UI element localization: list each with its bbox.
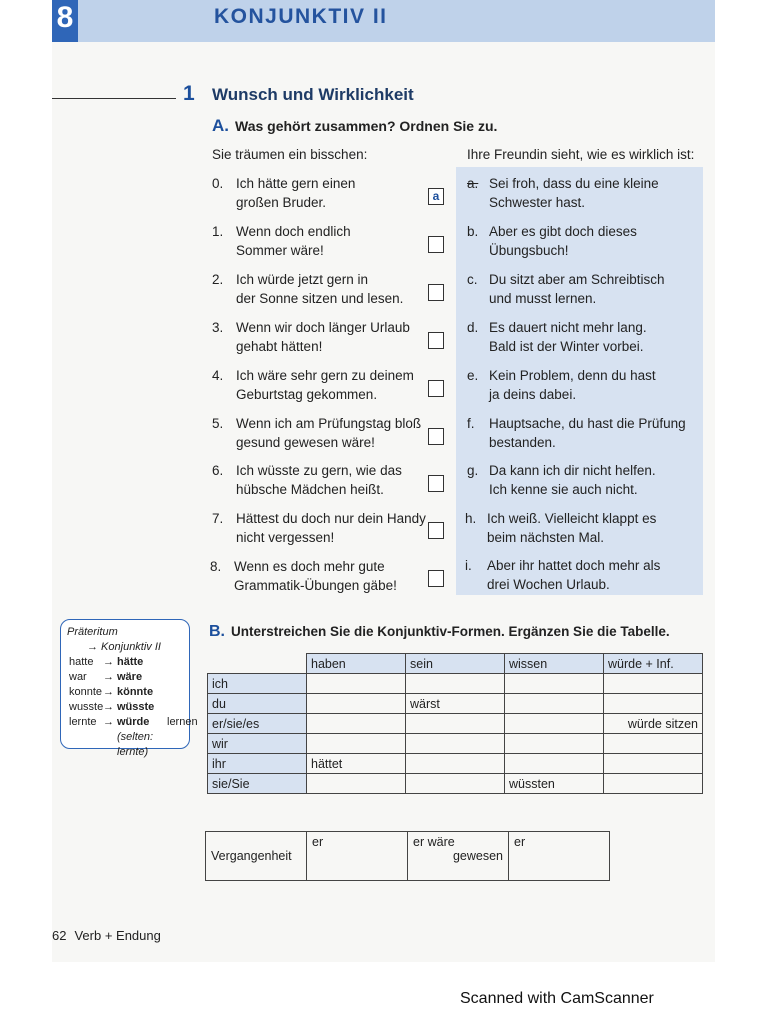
item-letter: i. [465, 558, 472, 573]
item-number: 7. [212, 511, 224, 526]
item-number: 8. [210, 559, 222, 574]
task-a-letter: A. [212, 116, 229, 135]
item-text: Ich wüsste zu gern, wie das hübsche Mädchen heißt. [236, 463, 402, 497]
fill-cell[interactable] [505, 734, 604, 754]
fill-cell[interactable]: wüssten [505, 774, 604, 794]
answer-box-7[interactable] [428, 522, 444, 539]
fill-cell[interactable] [406, 734, 505, 754]
fill-cell[interactable]: er [307, 832, 408, 881]
note-row: wusste → wüsste [69, 701, 155, 713]
fill-cell[interactable]: er [509, 832, 610, 881]
item-text: Da kann ich dir nicht helfen. Ich kenne sie auch nicht. [489, 463, 656, 497]
item-text: Aber ihr hattet doch mehr als drei Wochen Urlaub. [487, 558, 661, 592]
conjugation-table [207, 653, 703, 794]
item-number: 6. [212, 463, 224, 478]
table-row [208, 714, 703, 734]
pronoun-cell: ich [208, 674, 307, 694]
past-cell-line: er wäre [413, 835, 455, 849]
pronoun-cell: sie/Sie [208, 774, 307, 794]
answer-box-6[interactable] [428, 475, 444, 492]
fill-cell[interactable] [307, 774, 406, 794]
section-number: 1 [183, 82, 195, 105]
task-b-instruction: Unterstreichen Sie die Konjunktiv-Formen. Ergänzen Sie die Tabelle. [231, 624, 670, 639]
right-column-heading: Ihre Freundin sieht, wie es wirklich ist: [467, 147, 695, 162]
scanner-watermark: Scanned with CamScanner [460, 990, 654, 1007]
item-text: Wenn es doch mehr gute Grammatik-Übungen gäbe! [234, 559, 397, 593]
fill-cell[interactable] [505, 694, 604, 714]
item-text: Ich wäre sehr gern zu deinem Geburtstag gekommen. [236, 368, 414, 402]
item-number: 3. [212, 320, 224, 335]
item-letter: h. [465, 511, 477, 526]
fill-cell[interactable]: würde sitzen [604, 714, 703, 734]
left-column-heading: Sie träumen ein bisschen: [212, 147, 368, 162]
pronoun-cell: du [208, 694, 307, 714]
answer-box-0[interactable]: a [428, 188, 444, 205]
page-number: 62 [52, 928, 67, 943]
note-row: war → wäre [69, 671, 143, 683]
fill-cell[interactable] [505, 674, 604, 694]
table-header: haben [307, 654, 406, 674]
item-letter: f. [467, 416, 475, 431]
past-tense-table [205, 831, 610, 881]
note-heading: Präteritum [67, 626, 118, 638]
item-text: Wenn doch endlich Sommer wäre! [236, 224, 351, 258]
answer-box-4[interactable] [428, 380, 444, 397]
fill-cell[interactable] [406, 714, 505, 734]
item-text: Es dauert nicht mehr lang. Bald ist der Winter vorbei. [489, 320, 647, 354]
table-header: sein [406, 654, 505, 674]
fill-cell[interactable] [604, 734, 703, 754]
fill-cell[interactable] [604, 774, 703, 794]
fill-cell[interactable] [604, 674, 703, 694]
chapter-title: KONJUNKTIV II [214, 5, 388, 28]
item-text: Ich würde jetzt gern in der Sonne sitzen und lesen. [236, 272, 404, 306]
item-number: 5. [212, 416, 224, 431]
item-text: Wenn wir doch länger Urlaub gehabt hätten! [236, 320, 410, 354]
item-letter: g. [467, 463, 479, 478]
answer-box-2[interactable] [428, 284, 444, 301]
fill-cell[interactable] [604, 694, 703, 714]
pronoun-cell: wir [208, 734, 307, 754]
table-row [208, 734, 703, 754]
fill-cell[interactable] [307, 674, 406, 694]
fill-cell[interactable] [406, 774, 505, 794]
item-letter: c. [467, 272, 478, 287]
item-letter: a. [467, 176, 479, 191]
answer-box-3[interactable] [428, 332, 444, 349]
fill-cell[interactable]: hättet [307, 754, 406, 774]
item-number: 0. [212, 176, 224, 191]
section-title: Wunsch und Wirklichkeit [212, 85, 414, 104]
answer-box-1[interactable] [428, 236, 444, 253]
fill-cell[interactable] [307, 694, 406, 714]
pronoun-cell: ihr [208, 754, 307, 774]
grammar-note [60, 619, 198, 758]
note-row: konnte → könnte [69, 686, 154, 698]
past-label: Vergangenheit [206, 832, 307, 881]
table-row [208, 774, 703, 794]
item-letter: b. [467, 224, 479, 239]
pronoun-cell: er/sie/es [208, 714, 307, 734]
fill-cell[interactable] [307, 714, 406, 734]
answer-box-5[interactable] [428, 428, 444, 445]
page-footer [52, 928, 161, 943]
table-header: würde + Inf. [604, 654, 703, 674]
item-letter: d. [467, 320, 479, 335]
table-header: wissen [505, 654, 604, 674]
task-a-instruction: Was gehört zusammen? Ordnen Sie zu. [235, 118, 498, 134]
table-row [208, 674, 703, 694]
fill-cell[interactable] [505, 754, 604, 774]
fill-cell[interactable] [505, 714, 604, 734]
item-number: 2. [212, 272, 224, 287]
fill-cell[interactable] [307, 734, 406, 754]
fill-cell[interactable] [406, 754, 505, 774]
item-text: Ich hätte gern einen großen Bruder. [236, 176, 356, 210]
item-text: Ich weiß. Vielleicht klappt es beim nächsten Mal. [487, 511, 657, 545]
note-footnote: (selten: lernte) [117, 731, 154, 758]
item-letter: e. [467, 368, 479, 383]
item-text: Du sitzt aber am Schreibtisch und musst lernen. [489, 272, 665, 306]
item-number: 1. [212, 224, 224, 239]
past-cell-line: gewesen [452, 849, 503, 863]
footer-text: Verb + Endung [74, 928, 161, 943]
item-text: Wenn ich am Prüfungstag bloß gesund gewesen wäre! [236, 416, 422, 450]
fill-cell[interactable] [406, 674, 505, 694]
note-row: lernte → würde lernen [69, 716, 198, 728]
item-text: Kein Problem, denn du hast ja deins dabei. [489, 368, 656, 402]
table-corner [208, 654, 307, 674]
item-text: Sei froh, dass du eine kleine Schwester hast. [489, 176, 659, 210]
task-b-heading [209, 623, 670, 641]
note-subheading: → Konjunktiv II [87, 641, 161, 653]
item-text: Aber es gibt doch dieses Übungsbuch! [489, 224, 637, 258]
fill-cell[interactable] [604, 754, 703, 774]
table-row [208, 754, 703, 774]
item-text: Hauptsache, du hast die Prüfung bestanden. [489, 416, 686, 450]
chapter-number: 8 [52, 0, 78, 42]
task-a-heading [212, 116, 497, 136]
section-rule [52, 98, 176, 99]
note-row: hatte → hätte [69, 656, 144, 668]
table-row [208, 694, 703, 714]
answer-box-8[interactable] [428, 570, 444, 587]
fill-cell[interactable] [408, 832, 509, 881]
table-header-row [208, 654, 703, 674]
item-text: Hättest du doch nur dein Handy nicht vergessen! [236, 511, 426, 545]
item-number: 4. [212, 368, 224, 383]
fill-cell[interactable]: wärst [406, 694, 505, 714]
task-b-letter: B. [209, 623, 225, 640]
table-row [206, 832, 610, 881]
